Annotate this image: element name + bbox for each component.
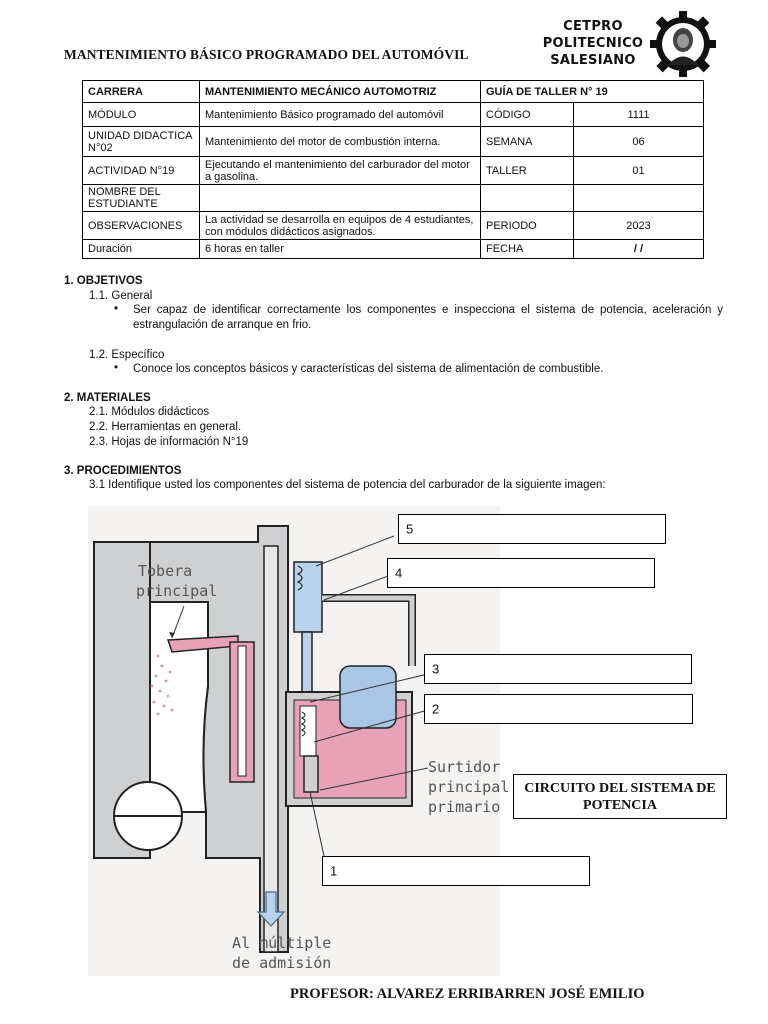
cell-unidad-value: Mantenimiento del motor de combustión interna.: [200, 127, 481, 157]
cell-fecha-value: / /: [574, 240, 704, 259]
cell-modulo-label: MÓDULO: [83, 103, 200, 127]
cell-duracion-value: 6 horas en taller: [200, 240, 481, 259]
label-surtidor-1: Surtidor: [428, 758, 501, 776]
school-logo: [530, 10, 715, 78]
answer-box-number: 5: [406, 521, 414, 537]
vacuum-rod: [302, 632, 312, 696]
label-multiple-1: Al múltiple: [232, 934, 332, 952]
cell-taller-value: 01: [574, 157, 704, 185]
cell-nombre-label: NOMBRE DEL ESTUDIANTE: [83, 185, 200, 212]
cell-fecha-label: FECHA: [481, 240, 574, 259]
answer-box-1[interactable]: [322, 856, 590, 886]
section-1-1-bullet: Ser capaz de identificar correctamente los componentes e inspecciona el sistema de potencia, aceleración y estrangulación de arranque en frio.: [133, 304, 723, 331]
answer-box-number: 4: [395, 565, 403, 581]
main-jet: [304, 756, 318, 792]
logo-line-3: SALESIANO: [550, 53, 636, 68]
cell-unidad-label: UNIDAD DIDACTICA N°02: [83, 127, 200, 157]
cell-nombre-extra-label: [481, 185, 574, 212]
cell-nombre-extra-value: [574, 185, 704, 212]
label-multiple-2: de admisión: [232, 954, 332, 972]
cell-semana-value: 06: [574, 127, 704, 157]
label-surtidor-2: principal: [428, 778, 510, 796]
cell-carrera-value: MANTENIMIENTO MECÁNICO AUTOMOTRIZ: [200, 81, 481, 103]
venturi-passage: [150, 602, 208, 812]
label-surtidor-3: primario: [428, 798, 501, 816]
bullet-dot: •: [114, 303, 119, 315]
label-tobera-2: principal: [136, 582, 218, 600]
gear-portrait-icon: [650, 10, 716, 78]
section-1-1: 1.1. General: [89, 290, 153, 302]
answer-box-4[interactable]: [387, 558, 655, 588]
material-item: 2.2. Herramientas en general.: [89, 421, 242, 433]
answer-box-2[interactable]: [424, 694, 693, 724]
center-rod: [264, 546, 278, 952]
float: [340, 666, 396, 728]
cell-observaciones-value: La actividad se desarrolla en equipos de 4 estudiantes, con módulos didácticos asignados.: [200, 212, 481, 240]
answer-box-number: 1: [330, 863, 338, 879]
circuit-label-box: CIRCUITO DEL SISTEMA DE POTENCIA: [513, 774, 727, 819]
cell-semana-label: SEMANA: [481, 127, 574, 157]
power-valve-housing: [294, 562, 322, 632]
cell-periodo-label: PERIODO: [481, 212, 574, 240]
cell-carrera-label: CARRERA: [83, 81, 200, 103]
cell-codigo-label: CÓDIGO: [481, 103, 574, 127]
cell-codigo-value: 1111: [574, 103, 704, 127]
cell-nombre-value[interactable]: [200, 185, 481, 212]
bullet-dot: •: [114, 362, 119, 374]
logo-line-2: POLITECNICO: [542, 36, 644, 51]
section-1-title: 1. OBJETIVOS: [64, 275, 143, 287]
cell-periodo-value: 2023: [574, 212, 704, 240]
professor-name: PROFESOR: ALVAREZ ERRIBARREN JOSÉ EMILIO: [290, 986, 645, 1002]
cell-taller-label: TALLER: [481, 157, 574, 185]
cell-actividad-value: Ejecutando el mantenimiento del carburador del motor a gasolina.: [200, 157, 481, 185]
header-info-table: [82, 80, 704, 259]
answer-box-3[interactable]: [424, 654, 692, 684]
logo-line-1: CETPRO: [563, 19, 623, 34]
cell-modulo-value: Mantenimiento Básico programado del automóvil: [200, 103, 481, 127]
section-1-2: 1.2. Específico: [89, 349, 165, 361]
answer-box-number: 3: [432, 661, 440, 677]
section-3-title: 3. PROCEDIMIENTOS: [64, 465, 182, 477]
cell-observaciones-label: OBSERVACIONES: [83, 212, 200, 240]
section-3-1: 3.1 Identifique usted los componentes del sistema de potencia del carburador de la siguiente imagen:: [89, 479, 606, 491]
cell-duracion-label: Duración: [83, 240, 200, 259]
answer-box-5[interactable]: [398, 514, 666, 544]
label-tobera-1: Tobera: [138, 562, 193, 580]
section-2-title: 2. MATERIALES: [64, 392, 151, 404]
material-item: 2.1. Módulos didácticos: [89, 406, 210, 418]
section-1-2-bullet: Conoce los conceptos básicos y características del sistema de alimentación de combustible.: [133, 363, 604, 375]
cell-actividad-label: ACTIVIDAD N°19: [83, 157, 200, 185]
answer-box-number: 2: [432, 701, 440, 717]
document-title: MANTENIMIENTO BÁSICO PROGRAMADO DEL AUTOMÓVIL: [64, 47, 469, 62]
material-item: 2.3. Hojas de información N°19: [89, 436, 249, 448]
cell-guide-number: GUÍA DE TALLER N° 19: [481, 81, 704, 103]
